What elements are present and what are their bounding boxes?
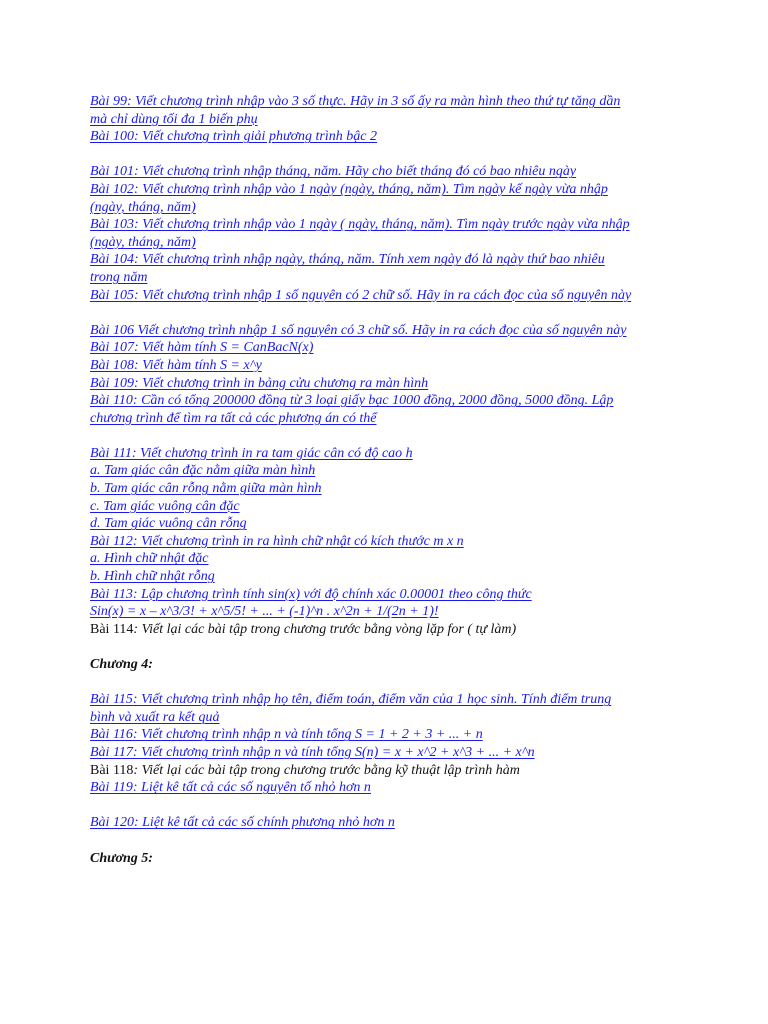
exercise-106-link[interactable]: Bài 106 Viết chương trình nhập 1 số nguyên có 3 chữ số. Hãy in ra cách đọc của số nguyên này bbox=[90, 322, 627, 338]
exercise-112b-link[interactable]: b. Hình chữ nhật rỗng bbox=[90, 569, 215, 585]
exercise-117-link[interactable]: Bài 117: Viết chương trình nhập n và tính tổng S(n) = x + x^2 + x^3 + ... + x^n bbox=[90, 744, 535, 760]
exercise-111d-link[interactable]: d. Tam giác vuông cân rỗng bbox=[90, 516, 247, 532]
chapter-4-heading: Chương 4: bbox=[90, 657, 153, 672]
exercise-120-link[interactable]: Bài 120: Liệt kê tất cả các số chính phương nhỏ hơn n bbox=[90, 815, 395, 831]
spacer bbox=[90, 146, 690, 164]
exercise-109-link[interactable]: Bài 109: Viết chương trình in bảng cửu chương ra màn hình bbox=[90, 375, 429, 391]
exercise-110-link-cont[interactable]: chương trình để tìm ra tất cả các phương án có thể bbox=[90, 410, 377, 426]
exercise-118-number: Bài 118 bbox=[90, 762, 134, 778]
exercise-115-link[interactable]: Bài 115: Viết chương trình nhập họ tên, điểm toán, điểm văn của 1 học sinh. Tính điểm trung bbox=[90, 692, 612, 708]
spacer bbox=[90, 832, 690, 850]
exercise-104-link-cont[interactable]: trong năm bbox=[90, 269, 148, 285]
spacer bbox=[90, 674, 690, 692]
exercise-111a-link[interactable]: a. Tam giác cân đặc nằm giữa màn hình bbox=[90, 463, 316, 479]
exercise-118-text bbox=[90, 762, 690, 780]
spacer bbox=[90, 638, 690, 656]
exercise-114-description: : Viết lại các bài tập trong chương trước bằng vòng lặp for ( tự làm) bbox=[133, 621, 517, 637]
exercise-102-link-cont[interactable]: (ngày, tháng, năm) bbox=[90, 199, 196, 215]
exercise-114-text bbox=[90, 621, 690, 639]
spacer bbox=[90, 304, 690, 322]
exercise-108-link[interactable]: Bài 108: Viết hàm tính S = x^y bbox=[90, 357, 262, 373]
exercise-119-link[interactable]: Bài 119: Liệt kê tất cả các số nguyên tố nhỏ hơn n bbox=[90, 780, 371, 796]
chapter-5-heading: Chương 5: bbox=[90, 850, 153, 866]
exercise-111-link[interactable]: Bài 111: Viết chương trình in ra tam giác cân có độ cao h bbox=[90, 445, 413, 461]
exercise-112-link[interactable]: Bài 112: Viết chương trình in ra hình chữ nhật có kích thước m x n bbox=[90, 533, 464, 549]
exercise-112a-link[interactable]: a. Hình chữ nhật đặc bbox=[90, 551, 209, 567]
exercise-99-link[interactable]: Bài 99: Viết chương trình nhập vào 3 số thực. Hãy in 3 số ấy ra màn hình theo thứ tự tăng dần bbox=[90, 94, 621, 109]
exercise-116-link[interactable]: Bài 116: Viết chương trình nhập n và tính tổng S = 1 + 2 + 3 + ... + n bbox=[90, 727, 483, 743]
exercise-104-link[interactable]: Bài 104: Viết chương trình nhập ngày, tháng, năm. Tính xem ngày đó là ngày thứ bao nhiêu bbox=[90, 252, 605, 268]
spacer bbox=[90, 797, 690, 815]
exercise-114-number: Bài 114 bbox=[90, 621, 134, 637]
exercise-111c-link[interactable]: c. Tam giác vuông cân đặc bbox=[90, 498, 240, 514]
exercise-list bbox=[90, 93, 690, 867]
exercise-102-link[interactable]: Bài 102: Viết chương trình nhập vào 1 ngày (ngày, tháng, năm). Tìm ngày kế ngày vừa nhập bbox=[90, 181, 608, 197]
exercise-107-link[interactable]: Bài 107: Viết hàm tính S = CanBacN(x) bbox=[90, 340, 314, 356]
exercise-115-link-cont[interactable]: bình và xuất ra kết quả bbox=[90, 709, 220, 725]
exercise-111b-link[interactable]: b. Tam giác cân rỗng nằm giữa màn hình bbox=[90, 481, 322, 497]
exercise-110-link[interactable]: Bài 110: Cần có tổng 200000 đồng từ 3 loại giấy bạc 1000 đồng, 2000 đồng, 5000 đồng. Lập bbox=[90, 393, 614, 409]
exercise-113-link[interactable]: Bài 113: Lập chương trình tính sin(x) với độ chính xác 0.00001 theo công thức bbox=[90, 586, 532, 602]
spacer bbox=[90, 427, 690, 445]
exercise-101-link[interactable]: Bài 101: Viết chương trình nhập tháng, năm. Hãy cho biết tháng đó có bao nhiêu ngày bbox=[90, 164, 577, 180]
exercise-99-link-cont[interactable]: mà chỉ dùng tối đa 1 biến phụ bbox=[90, 111, 258, 127]
exercise-100-link[interactable]: Bài 100: Viết chương trình giải phương trình bậc 2 bbox=[90, 129, 377, 145]
exercise-105-link[interactable]: Bài 105: Viết chương trình nhập 1 số nguyên có 2 chữ số. Hãy in ra cách đọc của số nguyên này bbox=[90, 287, 632, 303]
exercise-118-description: : Viết lại các bài tập trong chương trước bằng kỹ thuật lập trình hàm bbox=[133, 762, 520, 778]
exercise-103-link[interactable]: Bài 103: Viết chương trình nhập vào 1 ngày ( ngày, tháng, năm). Tìm ngày trước ngày vừa nhập bbox=[90, 217, 630, 233]
exercise-103-link-cont[interactable]: (ngày, tháng, năm) bbox=[90, 234, 196, 250]
exercise-113-formula-link[interactable]: Sin(x) = x – x^3/3! + x^5/5! + ... + (-1)^n . x^2n + 1/(2n + 1)! bbox=[90, 604, 439, 620]
